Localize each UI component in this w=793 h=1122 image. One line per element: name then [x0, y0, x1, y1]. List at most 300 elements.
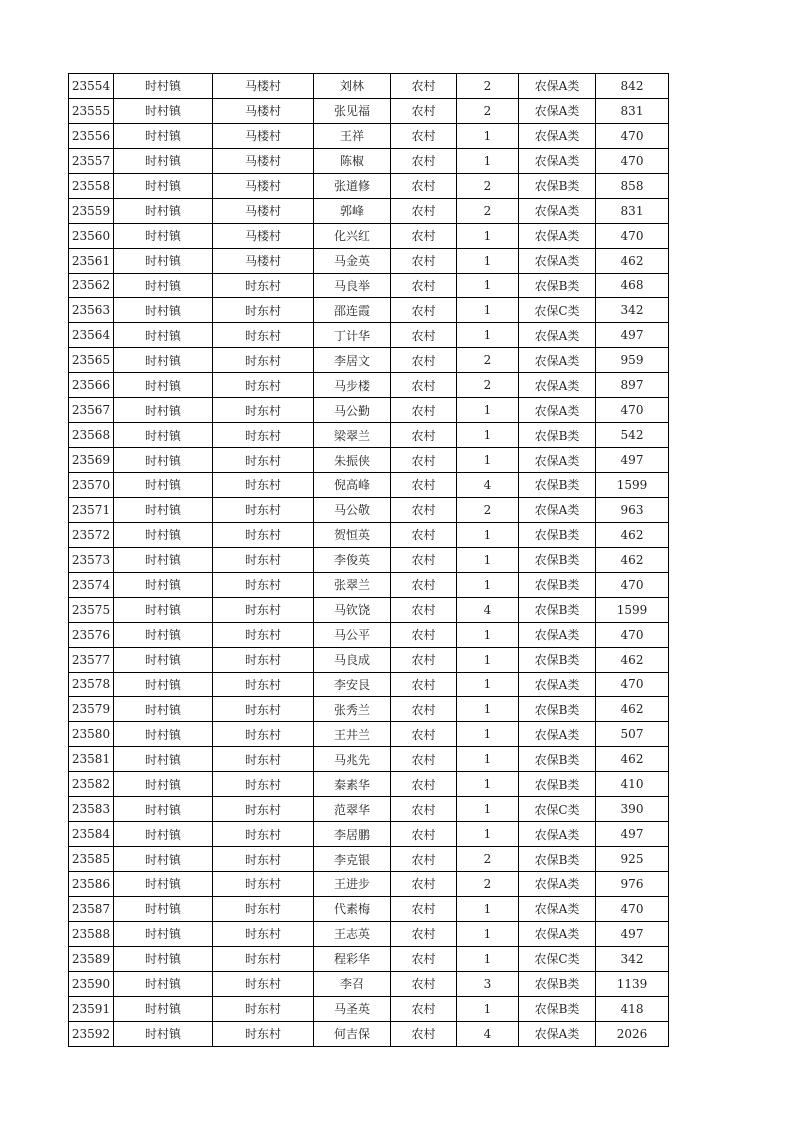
- household-size-cell: 2: [457, 198, 519, 223]
- id-cell: 23563: [69, 298, 114, 323]
- type-cell: 农村: [391, 223, 457, 248]
- household-size-cell: 2: [457, 348, 519, 373]
- household-size-cell: 1: [457, 223, 519, 248]
- insurance-class-cell: 农保A类: [519, 198, 596, 223]
- table-row: [69, 398, 669, 423]
- table-row: [69, 298, 669, 323]
- village-cell: 时东村: [213, 921, 314, 946]
- type-cell: 农村: [391, 298, 457, 323]
- amount-cell: 410: [596, 772, 669, 797]
- table-row: [69, 572, 669, 597]
- household-size-cell: 1: [457, 622, 519, 647]
- insurance-class-cell: 农保A类: [519, 373, 596, 398]
- id-cell: 23555: [69, 98, 114, 123]
- household-size-cell: 1: [457, 398, 519, 423]
- insurance-class-cell: 农保A类: [519, 98, 596, 123]
- name-cell: 倪高峰: [314, 473, 391, 498]
- insurance-class-cell: 农保C类: [519, 797, 596, 822]
- id-cell: 23575: [69, 597, 114, 622]
- amount-cell: 462: [596, 248, 669, 273]
- insurance-class-cell: 农保A类: [519, 672, 596, 697]
- town-cell: 时村镇: [114, 423, 213, 448]
- amount-cell: 976: [596, 872, 669, 897]
- insurance-class-cell: 农保A类: [519, 148, 596, 173]
- household-size-cell: 2: [457, 872, 519, 897]
- id-cell: 23559: [69, 198, 114, 223]
- village-cell: 时东村: [213, 896, 314, 921]
- insurance-class-cell: 农保A类: [519, 74, 596, 99]
- household-size-cell: 1: [457, 722, 519, 747]
- amount-cell: 470: [596, 572, 669, 597]
- id-cell: 23587: [69, 896, 114, 921]
- town-cell: 时村镇: [114, 697, 213, 722]
- village-cell: 马楼村: [213, 98, 314, 123]
- insurance-class-cell: 农保B类: [519, 273, 596, 298]
- id-cell: 23557: [69, 148, 114, 173]
- type-cell: 农村: [391, 822, 457, 847]
- town-cell: 时村镇: [114, 323, 213, 348]
- amount-cell: 418: [596, 996, 669, 1021]
- village-cell: 马楼村: [213, 248, 314, 273]
- insurance-class-cell: 农保A类: [519, 722, 596, 747]
- type-cell: 农村: [391, 722, 457, 747]
- village-cell: 时东村: [213, 971, 314, 996]
- table-row: [69, 772, 669, 797]
- amount-cell: 342: [596, 946, 669, 971]
- household-size-cell: 1: [457, 647, 519, 672]
- id-cell: 23570: [69, 473, 114, 498]
- village-cell: 时东村: [213, 647, 314, 672]
- type-cell: 农村: [391, 273, 457, 298]
- name-cell: 王井兰: [314, 722, 391, 747]
- type-cell: 农村: [391, 996, 457, 1021]
- insurance-class-cell: 农保A类: [519, 622, 596, 647]
- household-size-cell: 1: [457, 772, 519, 797]
- town-cell: 时村镇: [114, 622, 213, 647]
- name-cell: 马公勤: [314, 398, 391, 423]
- insurance-class-cell: 农保A类: [519, 448, 596, 473]
- table-row: [69, 872, 669, 897]
- type-cell: 农村: [391, 373, 457, 398]
- household-size-cell: 3: [457, 971, 519, 996]
- town-cell: 时村镇: [114, 198, 213, 223]
- town-cell: 时村镇: [114, 572, 213, 597]
- village-cell: 时东村: [213, 622, 314, 647]
- amount-cell: 470: [596, 123, 669, 148]
- insurance-class-cell: 农保A类: [519, 896, 596, 921]
- table-row: [69, 173, 669, 198]
- table-row: [69, 996, 669, 1021]
- type-cell: 农村: [391, 971, 457, 996]
- insurance-class-cell: 农保A类: [519, 872, 596, 897]
- type-cell: 农村: [391, 772, 457, 797]
- amount-cell: 542: [596, 423, 669, 448]
- amount-cell: 342: [596, 298, 669, 323]
- id-cell: 23556: [69, 123, 114, 148]
- insurance-class-cell: 农保B类: [519, 473, 596, 498]
- amount-cell: 1599: [596, 597, 669, 622]
- table-row: [69, 896, 669, 921]
- village-cell: 时东村: [213, 996, 314, 1021]
- insurance-class-cell: 农保B类: [519, 597, 596, 622]
- household-size-cell: 1: [457, 896, 519, 921]
- town-cell: 时村镇: [114, 398, 213, 423]
- name-cell: 张见福: [314, 98, 391, 123]
- type-cell: 农村: [391, 622, 457, 647]
- table-row: [69, 123, 669, 148]
- amount-cell: 831: [596, 98, 669, 123]
- type-cell: 农村: [391, 323, 457, 348]
- id-cell: 23590: [69, 971, 114, 996]
- town-cell: 时村镇: [114, 273, 213, 298]
- type-cell: 农村: [391, 872, 457, 897]
- type-cell: 农村: [391, 896, 457, 921]
- village-cell: 时东村: [213, 747, 314, 772]
- id-cell: 23560: [69, 223, 114, 248]
- village-cell: 时东村: [213, 597, 314, 622]
- table-row: [69, 1021, 669, 1046]
- name-cell: 秦素华: [314, 772, 391, 797]
- village-cell: 时东村: [213, 1021, 314, 1046]
- table-row: [69, 971, 669, 996]
- town-cell: 时村镇: [114, 647, 213, 672]
- id-cell: 23569: [69, 448, 114, 473]
- amount-cell: 497: [596, 921, 669, 946]
- table-row: [69, 622, 669, 647]
- household-size-cell: 1: [457, 248, 519, 273]
- name-cell: 王祥: [314, 123, 391, 148]
- type-cell: 农村: [391, 797, 457, 822]
- id-cell: 23558: [69, 173, 114, 198]
- name-cell: 张道修: [314, 173, 391, 198]
- type-cell: 农村: [391, 547, 457, 572]
- village-cell: 时东村: [213, 722, 314, 747]
- name-cell: 马良举: [314, 273, 391, 298]
- household-size-cell: 2: [457, 497, 519, 522]
- amount-cell: 462: [596, 547, 669, 572]
- village-cell: 时东村: [213, 423, 314, 448]
- table-row: [69, 672, 669, 697]
- town-cell: 时村镇: [114, 522, 213, 547]
- type-cell: 农村: [391, 423, 457, 448]
- village-cell: 马楼村: [213, 148, 314, 173]
- town-cell: 时村镇: [114, 921, 213, 946]
- id-cell: 23585: [69, 847, 114, 872]
- village-cell: 马楼村: [213, 223, 314, 248]
- town-cell: 时村镇: [114, 772, 213, 797]
- id-cell: 23592: [69, 1021, 114, 1046]
- insurance-class-cell: 农保B类: [519, 847, 596, 872]
- household-size-cell: 1: [457, 572, 519, 597]
- insurance-class-cell: 农保B类: [519, 772, 596, 797]
- town-cell: 时村镇: [114, 722, 213, 747]
- amount-cell: 470: [596, 896, 669, 921]
- town-cell: 时村镇: [114, 373, 213, 398]
- table-row: [69, 647, 669, 672]
- id-cell: 23573: [69, 547, 114, 572]
- village-cell: 时东村: [213, 298, 314, 323]
- records-table: [68, 73, 669, 1047]
- table-row: [69, 547, 669, 572]
- village-cell: 马楼村: [213, 198, 314, 223]
- name-cell: 李俊英: [314, 547, 391, 572]
- id-cell: 23581: [69, 747, 114, 772]
- type-cell: 农村: [391, 123, 457, 148]
- amount-cell: 925: [596, 847, 669, 872]
- amount-cell: 1599: [596, 473, 669, 498]
- town-cell: 时村镇: [114, 123, 213, 148]
- amount-cell: 470: [596, 223, 669, 248]
- name-cell: 范翠华: [314, 797, 391, 822]
- household-size-cell: 2: [457, 74, 519, 99]
- id-cell: 23568: [69, 423, 114, 448]
- id-cell: 23574: [69, 572, 114, 597]
- village-cell: 时东村: [213, 572, 314, 597]
- table-row: [69, 822, 669, 847]
- type-cell: 农村: [391, 647, 457, 672]
- amount-cell: 390: [596, 797, 669, 822]
- insurance-class-cell: 农保B类: [519, 522, 596, 547]
- type-cell: 农村: [391, 98, 457, 123]
- household-size-cell: 4: [457, 597, 519, 622]
- town-cell: 时村镇: [114, 896, 213, 921]
- village-cell: 时东村: [213, 398, 314, 423]
- amount-cell: 462: [596, 747, 669, 772]
- amount-cell: 468: [596, 273, 669, 298]
- village-cell: 时东村: [213, 348, 314, 373]
- type-cell: 农村: [391, 672, 457, 697]
- village-cell: 时东村: [213, 946, 314, 971]
- table-body: [69, 74, 669, 1047]
- household-size-cell: 1: [457, 323, 519, 348]
- household-size-cell: 2: [457, 847, 519, 872]
- town-cell: 时村镇: [114, 946, 213, 971]
- town-cell: 时村镇: [114, 248, 213, 273]
- town-cell: 时村镇: [114, 847, 213, 872]
- town-cell: 时村镇: [114, 822, 213, 847]
- amount-cell: 470: [596, 672, 669, 697]
- type-cell: 农村: [391, 1021, 457, 1046]
- table-row: [69, 74, 669, 99]
- name-cell: 王志英: [314, 921, 391, 946]
- name-cell: 朱振侠: [314, 448, 391, 473]
- table-row: [69, 697, 669, 722]
- amount-cell: 963: [596, 497, 669, 522]
- town-cell: 时村镇: [114, 797, 213, 822]
- type-cell: 农村: [391, 398, 457, 423]
- type-cell: 农村: [391, 572, 457, 597]
- table-row: [69, 747, 669, 772]
- insurance-class-cell: 农保B类: [519, 996, 596, 1021]
- table-row: [69, 223, 669, 248]
- table-row: [69, 148, 669, 173]
- name-cell: 代素梅: [314, 896, 391, 921]
- id-cell: 23566: [69, 373, 114, 398]
- town-cell: 时村镇: [114, 672, 213, 697]
- name-cell: 马步楼: [314, 373, 391, 398]
- table-row: [69, 722, 669, 747]
- household-size-cell: 1: [457, 298, 519, 323]
- insurance-class-cell: 农保A类: [519, 497, 596, 522]
- town-cell: 时村镇: [114, 547, 213, 572]
- household-size-cell: 1: [457, 448, 519, 473]
- table-row: [69, 98, 669, 123]
- type-cell: 农村: [391, 248, 457, 273]
- village-cell: 时东村: [213, 847, 314, 872]
- town-cell: 时村镇: [114, 448, 213, 473]
- amount-cell: 462: [596, 697, 669, 722]
- insurance-class-cell: 农保A类: [519, 398, 596, 423]
- id-cell: 23580: [69, 722, 114, 747]
- town-cell: 时村镇: [114, 971, 213, 996]
- table-row: [69, 373, 669, 398]
- village-cell: 马楼村: [213, 74, 314, 99]
- village-cell: 时东村: [213, 797, 314, 822]
- name-cell: 马公敬: [314, 497, 391, 522]
- name-cell: 贺恒英: [314, 522, 391, 547]
- town-cell: 时村镇: [114, 497, 213, 522]
- town-cell: 时村镇: [114, 173, 213, 198]
- village-cell: 时东村: [213, 672, 314, 697]
- name-cell: 马金英: [314, 248, 391, 273]
- town-cell: 时村镇: [114, 298, 213, 323]
- table-row: [69, 323, 669, 348]
- town-cell: 时村镇: [114, 74, 213, 99]
- name-cell: 张秀兰: [314, 697, 391, 722]
- table-row: [69, 497, 669, 522]
- type-cell: 农村: [391, 597, 457, 622]
- type-cell: 农村: [391, 847, 457, 872]
- id-cell: 23565: [69, 348, 114, 373]
- insurance-class-cell: 农保B类: [519, 173, 596, 198]
- table-row: [69, 423, 669, 448]
- household-size-cell: 4: [457, 1021, 519, 1046]
- table-row: [69, 348, 669, 373]
- name-cell: 陈椒: [314, 148, 391, 173]
- id-cell: 23561: [69, 248, 114, 273]
- amount-cell: 497: [596, 448, 669, 473]
- village-cell: 时东村: [213, 473, 314, 498]
- insurance-class-cell: 农保B类: [519, 747, 596, 772]
- id-cell: 23583: [69, 797, 114, 822]
- insurance-class-cell: 农保B类: [519, 572, 596, 597]
- household-size-cell: 1: [457, 946, 519, 971]
- town-cell: 时村镇: [114, 473, 213, 498]
- village-cell: 时东村: [213, 448, 314, 473]
- amount-cell: 507: [596, 722, 669, 747]
- type-cell: 农村: [391, 747, 457, 772]
- household-size-cell: 1: [457, 547, 519, 572]
- insurance-class-cell: 农保A类: [519, 248, 596, 273]
- table-row: [69, 946, 669, 971]
- id-cell: 23554: [69, 74, 114, 99]
- insurance-class-cell: 农保A类: [519, 323, 596, 348]
- town-cell: 时村镇: [114, 597, 213, 622]
- name-cell: 马圣英: [314, 996, 391, 1021]
- amount-cell: 831: [596, 198, 669, 223]
- table-row: [69, 797, 669, 822]
- id-cell: 23578: [69, 672, 114, 697]
- insurance-class-cell: 农保B类: [519, 647, 596, 672]
- type-cell: 农村: [391, 921, 457, 946]
- name-cell: 李克银: [314, 847, 391, 872]
- town-cell: 时村镇: [114, 348, 213, 373]
- name-cell: 李居文: [314, 348, 391, 373]
- name-cell: 梁翠兰: [314, 423, 391, 448]
- name-cell: 李召: [314, 971, 391, 996]
- household-size-cell: 2: [457, 373, 519, 398]
- amount-cell: 959: [596, 348, 669, 373]
- amount-cell: 470: [596, 148, 669, 173]
- amount-cell: 470: [596, 398, 669, 423]
- type-cell: 农村: [391, 348, 457, 373]
- id-cell: 23589: [69, 946, 114, 971]
- village-cell: 时东村: [213, 822, 314, 847]
- household-size-cell: 2: [457, 173, 519, 198]
- village-cell: 时东村: [213, 772, 314, 797]
- id-cell: 23567: [69, 398, 114, 423]
- village-cell: 时东村: [213, 522, 314, 547]
- village-cell: 时东村: [213, 373, 314, 398]
- id-cell: 23576: [69, 622, 114, 647]
- type-cell: 农村: [391, 697, 457, 722]
- village-cell: 马楼村: [213, 123, 314, 148]
- amount-cell: 462: [596, 522, 669, 547]
- insurance-class-cell: 农保A类: [519, 1021, 596, 1046]
- village-cell: 时东村: [213, 697, 314, 722]
- household-size-cell: 1: [457, 996, 519, 1021]
- type-cell: 农村: [391, 448, 457, 473]
- table-row: [69, 921, 669, 946]
- household-size-cell: 1: [457, 123, 519, 148]
- table-row: [69, 597, 669, 622]
- household-size-cell: 1: [457, 148, 519, 173]
- amount-cell: 497: [596, 822, 669, 847]
- name-cell: 丁计华: [314, 323, 391, 348]
- id-cell: 23588: [69, 921, 114, 946]
- village-cell: 马楼村: [213, 173, 314, 198]
- table-row: [69, 198, 669, 223]
- type-cell: 农村: [391, 173, 457, 198]
- id-cell: 23582: [69, 772, 114, 797]
- insurance-class-cell: 农保B类: [519, 971, 596, 996]
- insurance-class-cell: 农保B类: [519, 547, 596, 572]
- insurance-class-cell: 农保A类: [519, 348, 596, 373]
- town-cell: 时村镇: [114, 996, 213, 1021]
- insurance-class-cell: 农保A类: [519, 822, 596, 847]
- type-cell: 农村: [391, 946, 457, 971]
- village-cell: 时东村: [213, 497, 314, 522]
- amount-cell: 497: [596, 323, 669, 348]
- type-cell: 农村: [391, 148, 457, 173]
- amount-cell: 858: [596, 173, 669, 198]
- household-size-cell: 1: [457, 697, 519, 722]
- type-cell: 农村: [391, 74, 457, 99]
- name-cell: 李安艮: [314, 672, 391, 697]
- id-cell: 23562: [69, 273, 114, 298]
- name-cell: 李居鹏: [314, 822, 391, 847]
- household-size-cell: 4: [457, 473, 519, 498]
- town-cell: 时村镇: [114, 872, 213, 897]
- village-cell: 时东村: [213, 547, 314, 572]
- name-cell: 马兆先: [314, 747, 391, 772]
- insurance-class-cell: 农保C类: [519, 946, 596, 971]
- id-cell: 23584: [69, 822, 114, 847]
- amount-cell: 470: [596, 622, 669, 647]
- table-row: [69, 448, 669, 473]
- insurance-class-cell: 农保C类: [519, 298, 596, 323]
- id-cell: 23571: [69, 497, 114, 522]
